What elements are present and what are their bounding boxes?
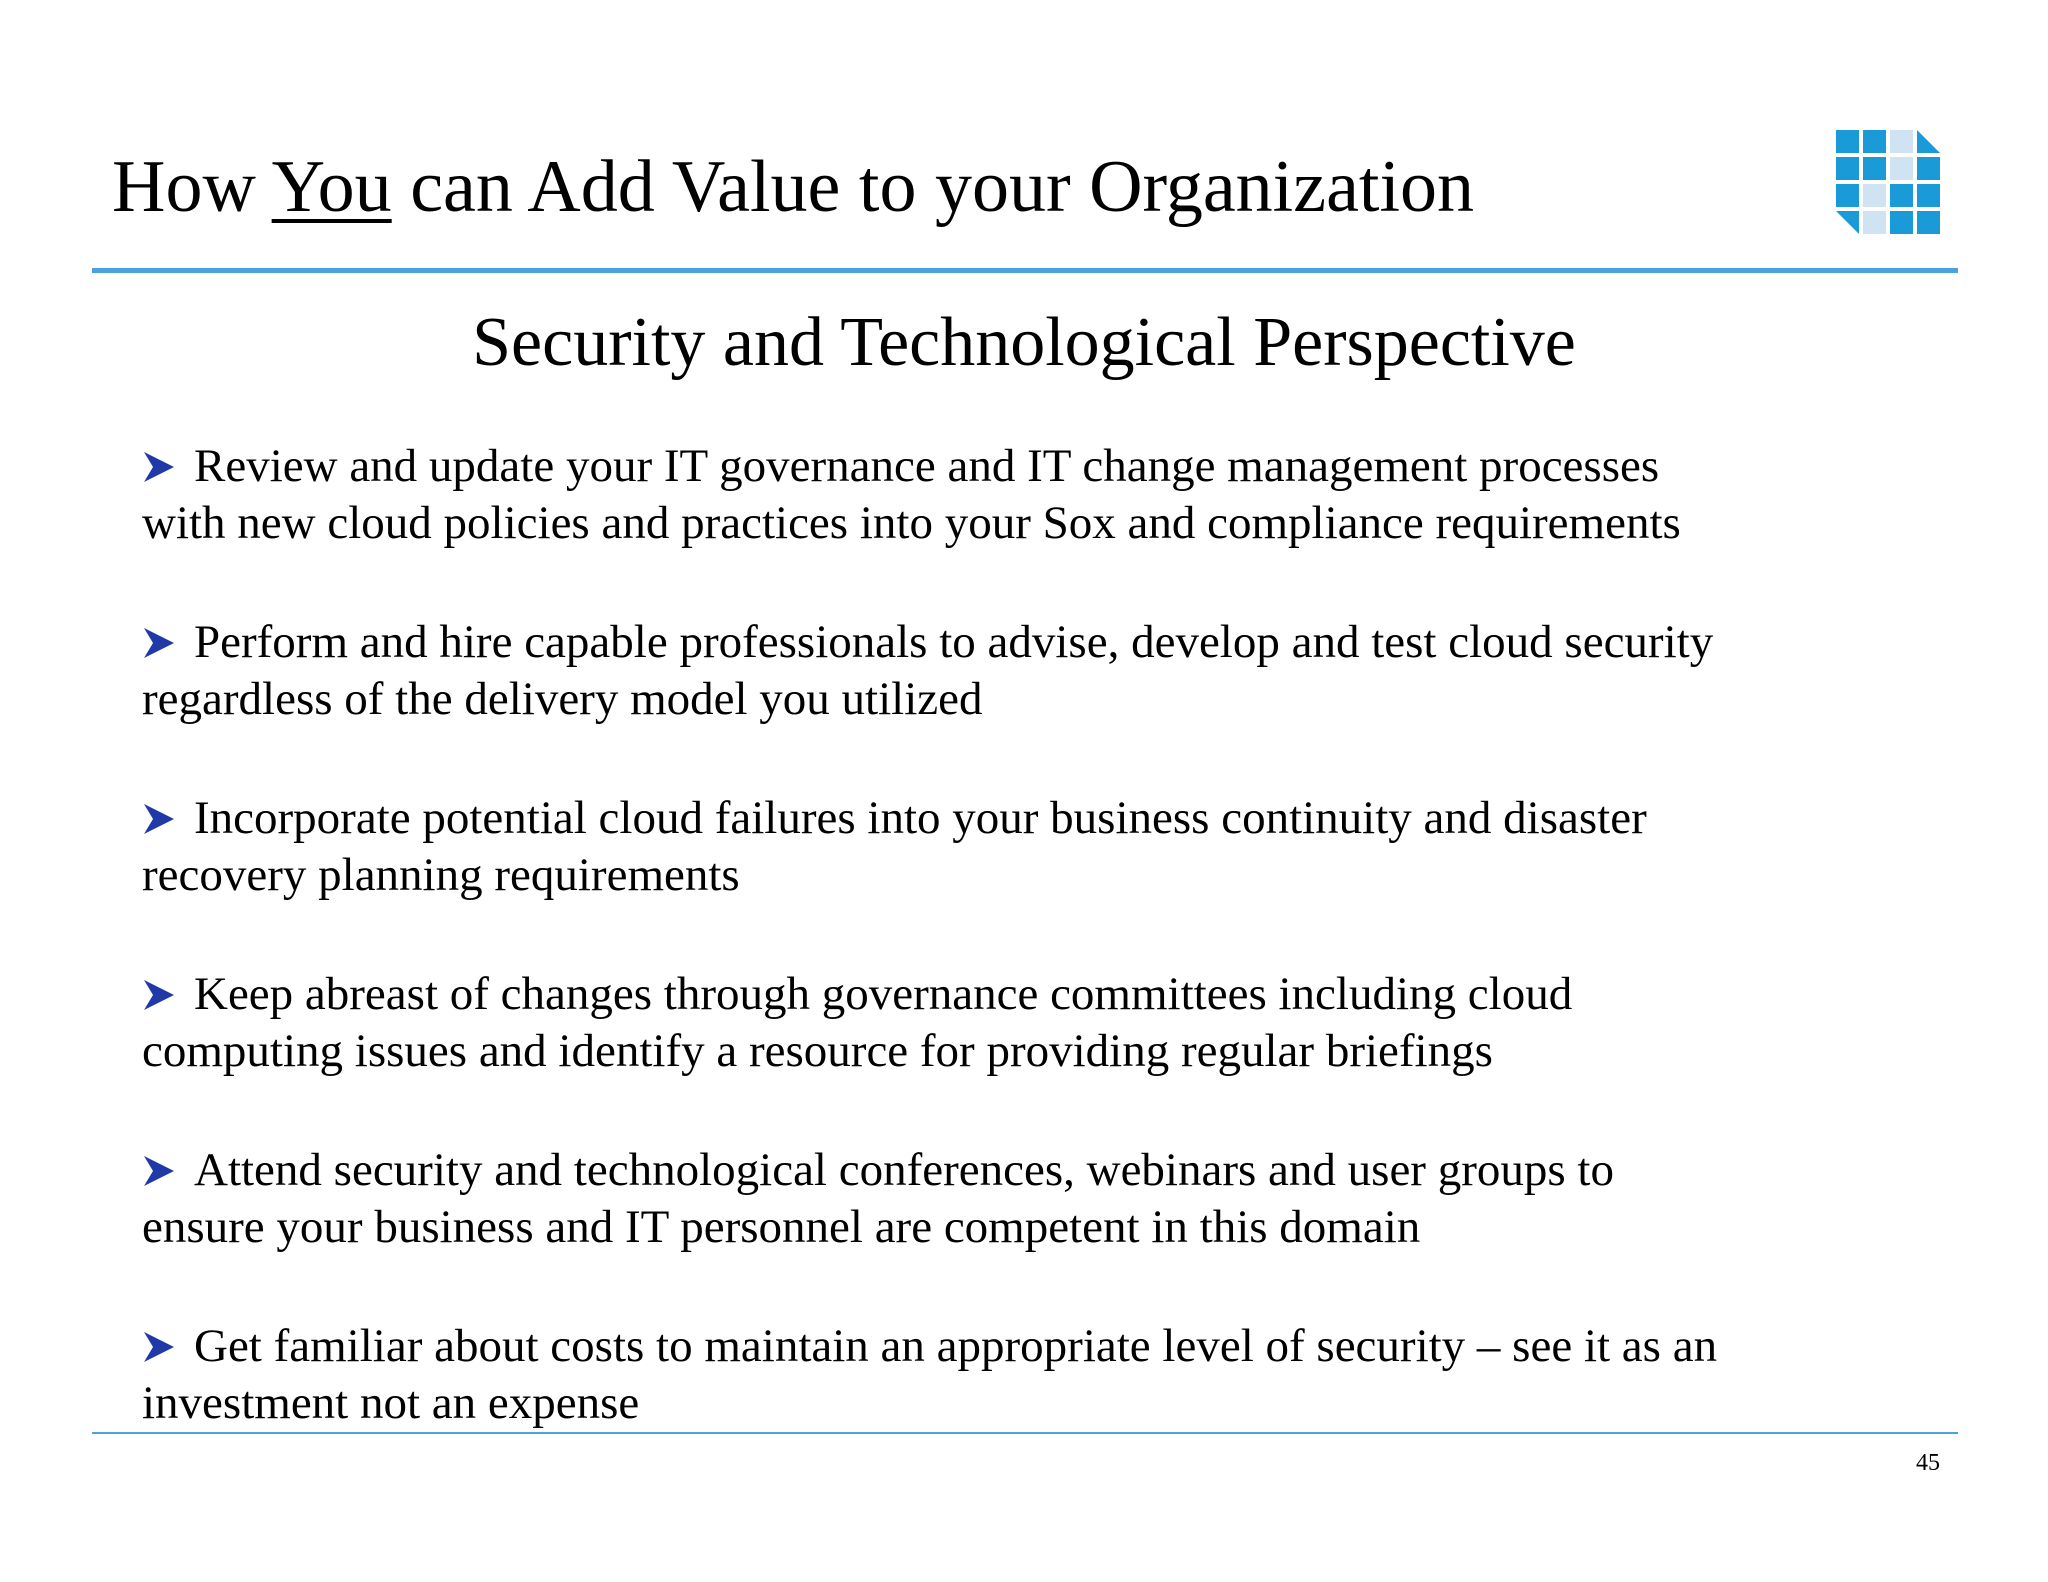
slide-title <box>112 142 1474 232</box>
title-text-before: How <box>112 146 272 228</box>
arrow-bullet-icon <box>142 1154 176 1188</box>
company-logo-icon <box>1836 130 1950 244</box>
arrow-bullet-icon <box>142 1330 176 1364</box>
bullet-line-1: Attend security and technological conferences, webinars and user groups to <box>194 1144 1614 1196</box>
bullet-line-2: with new cloud policies and practices into your Sox and compliance requirements <box>142 497 1681 549</box>
bullet-line-1: Get familiar about costs to maintain an appropriate level of security – see it as an <box>194 1320 1718 1372</box>
slide-subtitle: Security and Technological Perspective <box>472 304 1576 381</box>
bullet-item <box>142 966 1902 1142</box>
page-number: 45 <box>1916 1450 1940 1476</box>
bullet-line-1: Incorporate potential cloud failures into your business continuity and disaster <box>194 792 1647 844</box>
title-text-after: can Add Value to your Organization <box>391 146 1475 228</box>
bullet-line-2: investment not an expense <box>142 1377 640 1429</box>
arrow-bullet-icon <box>142 450 176 484</box>
arrow-bullet-icon <box>142 626 176 660</box>
bullet-item <box>142 790 1902 966</box>
bullet-line-2: computing issues and identify a resource for providing regular briefings <box>142 1025 1493 1077</box>
bullet-item <box>142 1142 1902 1318</box>
bullet-line-1: Keep abreast of changes through governance committees including cloud <box>194 968 1573 1020</box>
bullet-line-2: ensure your business and IT personnel are competent in this domain <box>142 1201 1421 1253</box>
footer-divider <box>92 1432 1958 1434</box>
bullet-item <box>142 438 1902 614</box>
bullet-line-1: Perform and hire capable professionals to advise, develop and test cloud security <box>194 616 1714 668</box>
arrow-bullet-icon <box>142 802 176 836</box>
bullet-item <box>142 1318 1902 1494</box>
bullet-list <box>142 438 1902 1494</box>
bullet-line-1: Review and update your IT governance and IT change management processes <box>194 440 1660 492</box>
bullet-line-2: regardless of the delivery model you utilized <box>142 673 983 725</box>
title-emphasis: You <box>271 146 392 228</box>
header-divider <box>92 268 1958 273</box>
arrow-bullet-icon <box>142 978 176 1012</box>
bullet-item <box>142 614 1902 790</box>
bullet-line-2: recovery planning requirements <box>142 849 740 901</box>
